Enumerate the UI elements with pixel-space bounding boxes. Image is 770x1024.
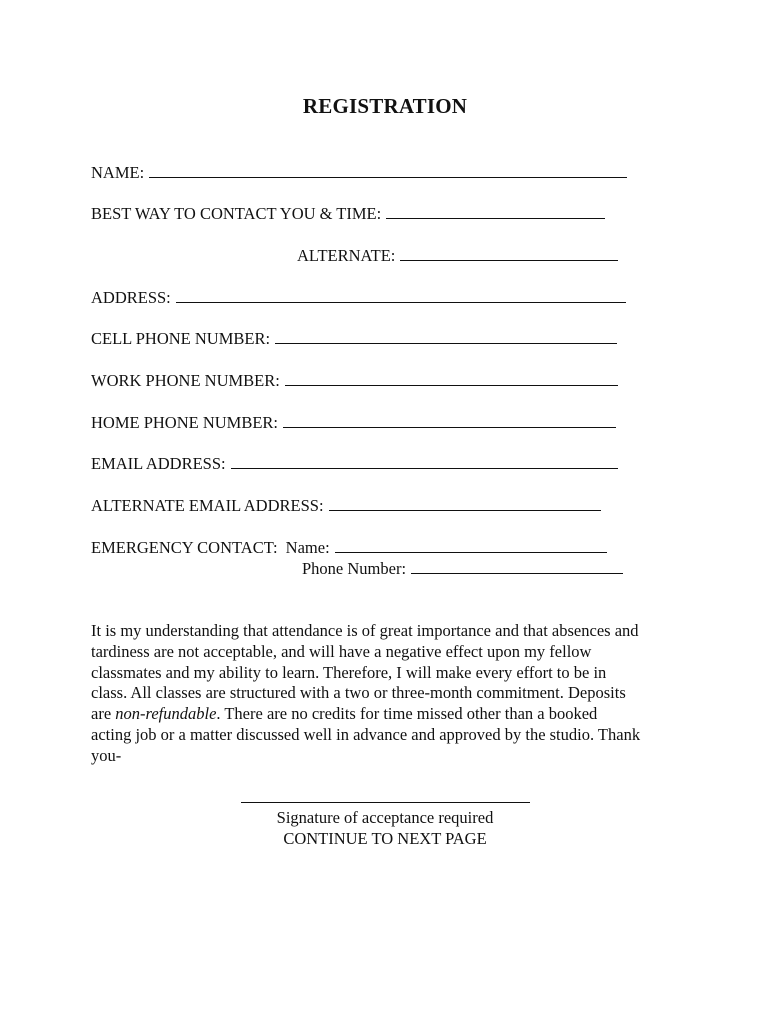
continue-next-page-text: CONTINUE TO NEXT PAGE [283,829,487,848]
cell-phone-label: CELL PHONE NUMBER: [91,329,271,348]
cell-phone-field-row [91,329,617,349]
signature-caption: Signature of acceptance required [276,808,494,827]
name-field-row [91,163,627,183]
work-phone-label: WORK PHONE NUMBER: [91,371,280,390]
agreement-line [91,704,691,725]
address-label: ADDRESS: [91,288,171,307]
home-phone-field-row [91,413,616,433]
email-field-row [91,454,618,474]
non-refundable-emphasis: non-refundable [115,704,217,724]
best-way-field-row [91,204,605,224]
alternate-input-line[interactable] [400,246,618,261]
page-title: REGISTRATION [302,94,468,118]
emergency-phone-input-line[interactable] [411,559,623,574]
emergency-phone-label: Phone Number: [302,559,407,578]
emergency-name-input-line[interactable] [335,538,607,553]
agreement-line: acting job or a matter discussed well in advance and approved by the studio. Thank [91,724,641,744]
agreement-line: It is my understanding that attendance is of great importance and that absences and [91,621,639,640]
emergency-phone-row [302,559,623,579]
agreement-text: . There are no credits for time missed other than a booked [216,704,598,724]
cell-phone-input-line[interactable] [275,329,617,344]
home-phone-label: HOME PHONE NUMBER: [91,413,279,432]
agreement-line: class. All classes are structured with a two or three-month commitment. Deposits [91,683,626,703]
name-label: NAME: [91,163,145,182]
alt-email-field-row [91,496,601,516]
attendance-agreement-paragraph [91,621,691,767]
alternate-label: ALTERNATE: [297,246,396,265]
agreement-line: tardiness are not acceptable, and will have a negative effect upon my fellow [91,641,592,661]
name-input-line[interactable] [149,163,627,178]
email-label: EMAIL ADDRESS: [91,454,226,473]
address-field-row [91,288,626,308]
emergency-contact-label: EMERGENCY CONTACT: [91,538,278,557]
best-way-label: BEST WAY TO CONTACT YOU & TIME: [91,204,382,223]
agreement-line: classmates and my ability to learn. Therefore, I will make every effort to be in [91,662,607,682]
signature-line[interactable] [241,788,530,803]
agreement-text: are [91,704,116,724]
work-phone-field-row [91,371,618,391]
email-input-line[interactable] [231,454,618,469]
work-phone-input-line[interactable] [285,371,618,386]
emergency-name-label: Name: [285,538,330,557]
agreement-line: you- [91,745,122,765]
emergency-contact-row [91,538,607,558]
best-way-input-line[interactable] [386,204,605,219]
alternate-field-row [297,246,618,266]
address-input-line[interactable] [176,288,626,303]
alt-email-label: ALTERNATE EMAIL ADDRESS: [91,496,324,515]
alt-email-input-line[interactable] [329,496,601,511]
home-phone-input-line[interactable] [283,413,616,428]
